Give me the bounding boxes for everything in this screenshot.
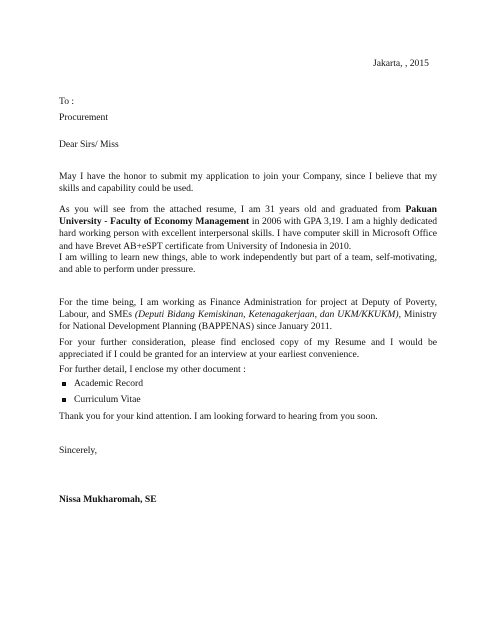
signature-name: Nissa Mukharomah, SE bbox=[59, 494, 157, 505]
education-text-end: in 2006 with GPA 3,19. I am a highly dedicated hard working person with excellent interpersonal skills. I have computer skill in Microsoft Office and have Brevet AB+eSPT certificate from University of Indonesia in 2010. bbox=[59, 216, 438, 252]
paragraph-intro: May I have the honor to submit my application to join your Company, since I believe that my skills and capability could be used. bbox=[59, 171, 437, 195]
paragraph-education bbox=[59, 204, 437, 253]
document-item-curriculum-vitae: Curriculum Vitae bbox=[74, 394, 141, 405]
bullet-icon bbox=[62, 398, 66, 402]
education-text-start: As you will see from the attached resume, I am 31 years old and graduated from bbox=[59, 204, 406, 215]
paragraph-skills: I am willing to learn new things, able to work independently but part of a team, self-motivating, and able to perform under pressure. bbox=[59, 252, 437, 276]
bullet-icon bbox=[62, 382, 66, 386]
to-label: To : bbox=[59, 96, 75, 107]
employment-text-start: For the time being, I am working as Finance Administration for project at Deputy of Poverty, Labour, and SMEs bbox=[59, 297, 437, 321]
sign-off: Sincerely, bbox=[59, 445, 98, 456]
closing-thanks: Thank you for your kind attention. I am looking forward to hearing from you soon. bbox=[59, 411, 378, 422]
place-date: Jakarta, , 2015 bbox=[373, 58, 429, 69]
university-name: Pakuan University - Faculty of Economy Management bbox=[59, 204, 437, 228]
deputy-name: (Deputi Bidang Kemiskinan, Ketenagakerjaan, dan UKM/KKUKM) bbox=[134, 309, 399, 321]
paragraph-consideration: For your further consideration, please find enclosed copy of my Resume and I would be appreciated if I could be granted for an interview at your earliest convenience. bbox=[59, 337, 437, 361]
paragraph-enclosure: For further detail, I enclose my other document : bbox=[59, 364, 246, 375]
salutation: Dear Sirs/ Miss bbox=[59, 139, 119, 150]
employment-text-end: , Ministry for National Development Planning (BAPPENAS) since January 2011. bbox=[59, 309, 437, 333]
paragraph-employment bbox=[59, 297, 437, 334]
document-item-academic-record: Academic Record bbox=[74, 378, 143, 389]
recipient: Procurement bbox=[59, 112, 109, 123]
